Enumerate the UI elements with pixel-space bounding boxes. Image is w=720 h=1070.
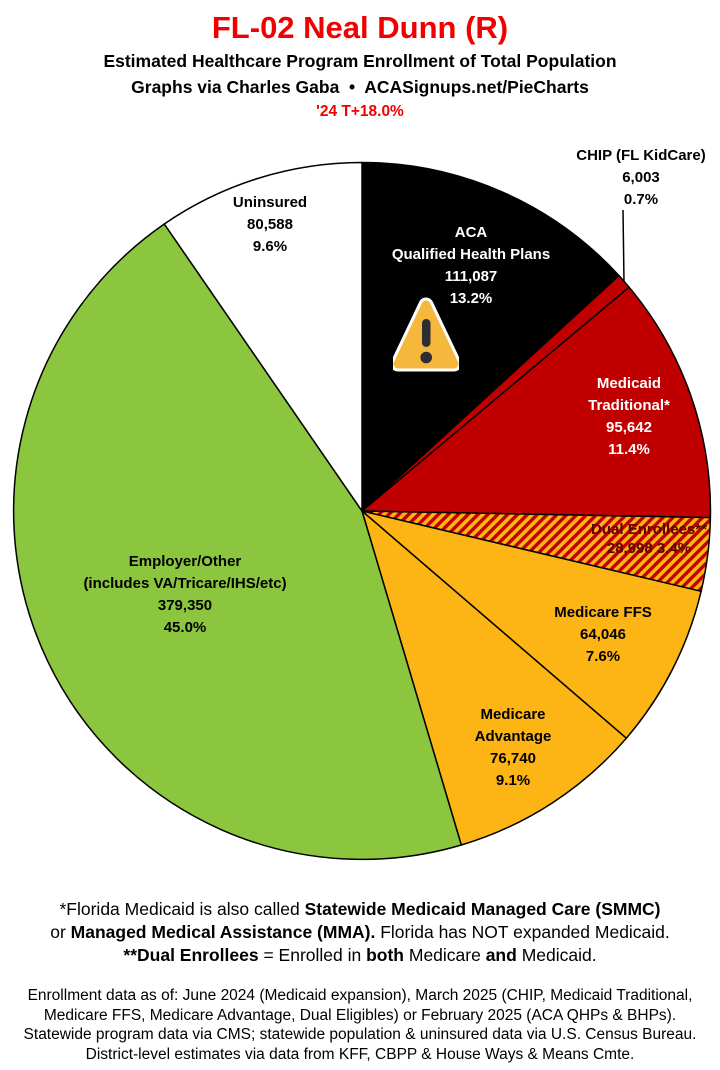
label-line: 0.7%	[623, 191, 659, 208]
label-line: 7.6%	[585, 648, 621, 665]
label-line: Medicare	[480, 706, 546, 723]
slice-label-ffs	[554, 602, 652, 668]
page-title: FL-02 Neal Dunn (R)	[211, 10, 509, 45]
label-line: 379,350	[157, 597, 213, 614]
label-line: 45.0%	[163, 619, 207, 636]
label-line: Traditional*	[588, 397, 670, 414]
label-line: Employer/Other	[128, 553, 242, 570]
label-line: 11.4%	[608, 441, 650, 458]
slice-label-advantage	[475, 704, 552, 792]
label-line: 80,588	[247, 216, 293, 233]
footnote-line: Medicare FFS, Medicare Advantage, Dual Eligibles) or February 2025 (ACA QHPs & BHPs).	[43, 1006, 677, 1024]
label-line: 13.2%	[449, 290, 493, 307]
label-line: 6,003	[622, 169, 660, 186]
label-line: CHIP (FL KidCare)	[576, 147, 706, 164]
label-line: 9.6%	[252, 238, 288, 255]
label-line: 28,998 3.4%	[606, 540, 692, 557]
label-line: Uninsured	[232, 194, 308, 211]
label-line: Medicaid	[596, 375, 662, 392]
subtitle-credit: Graphs via Charles Gaba • ACASignups.net/PieCharts	[131, 77, 589, 97]
slice-label-employer	[83, 551, 286, 639]
slice-label-chip	[576, 145, 705, 211]
footnote-line: Enrollment data as of: June 2024 (Medicaid expansion), March 2025 (CHIP, Medicaid Traditional,	[27, 987, 693, 1004]
footnote-line: *Florida Medicaid is also called Statewide Medicaid Managed Care (SMMC)	[59, 899, 661, 919]
label-line: Medicare FFS	[554, 604, 652, 621]
footnote-line: or Managed Medical Assistance (MMA). Florida has NOT expanded Medicaid.	[50, 922, 670, 942]
label-line: 64,046	[580, 626, 626, 643]
label-line: Dual Enrollees**	[591, 521, 707, 538]
label-line: (includes VA/Tricare/IHS/etc)	[83, 575, 287, 592]
label-line: 95,642	[606, 419, 652, 436]
subtitle-enrollment: Estimated Healthcare Program Enrollment of Total Population	[103, 51, 617, 71]
footnote-line: District-level estimates via data from KFF, CBPP & House Ways & Means Cmte.	[85, 1045, 635, 1063]
trend-label: '24 T+18.0%	[316, 103, 404, 120]
warning-icon	[393, 296, 459, 376]
footnote-medicaid-block	[0, 898, 720, 967]
chip-leader-line	[623, 210, 624, 282]
slice-label-uninsured	[233, 192, 307, 258]
pie-slices-group	[14, 163, 711, 860]
label-line: 76,740	[490, 750, 536, 767]
footnote-sources-block	[0, 986, 720, 1064]
slice-label-dual	[591, 520, 707, 558]
footnote-line: Statewide program data via CMS; statewide population & uninsured data via U.S. Census Bureau.	[23, 1026, 697, 1043]
label-line: ACA	[454, 224, 488, 241]
label-line: 111,087	[444, 268, 498, 285]
label-line: 9.1%	[495, 772, 531, 789]
label-line: Advantage	[474, 728, 552, 745]
footnote-line: **Dual Enrollees = Enrolled in both Medicare and Medicaid.	[123, 945, 597, 965]
slice-label-medicaid	[588, 373, 670, 461]
label-line: Qualified Health Plans	[391, 246, 551, 263]
